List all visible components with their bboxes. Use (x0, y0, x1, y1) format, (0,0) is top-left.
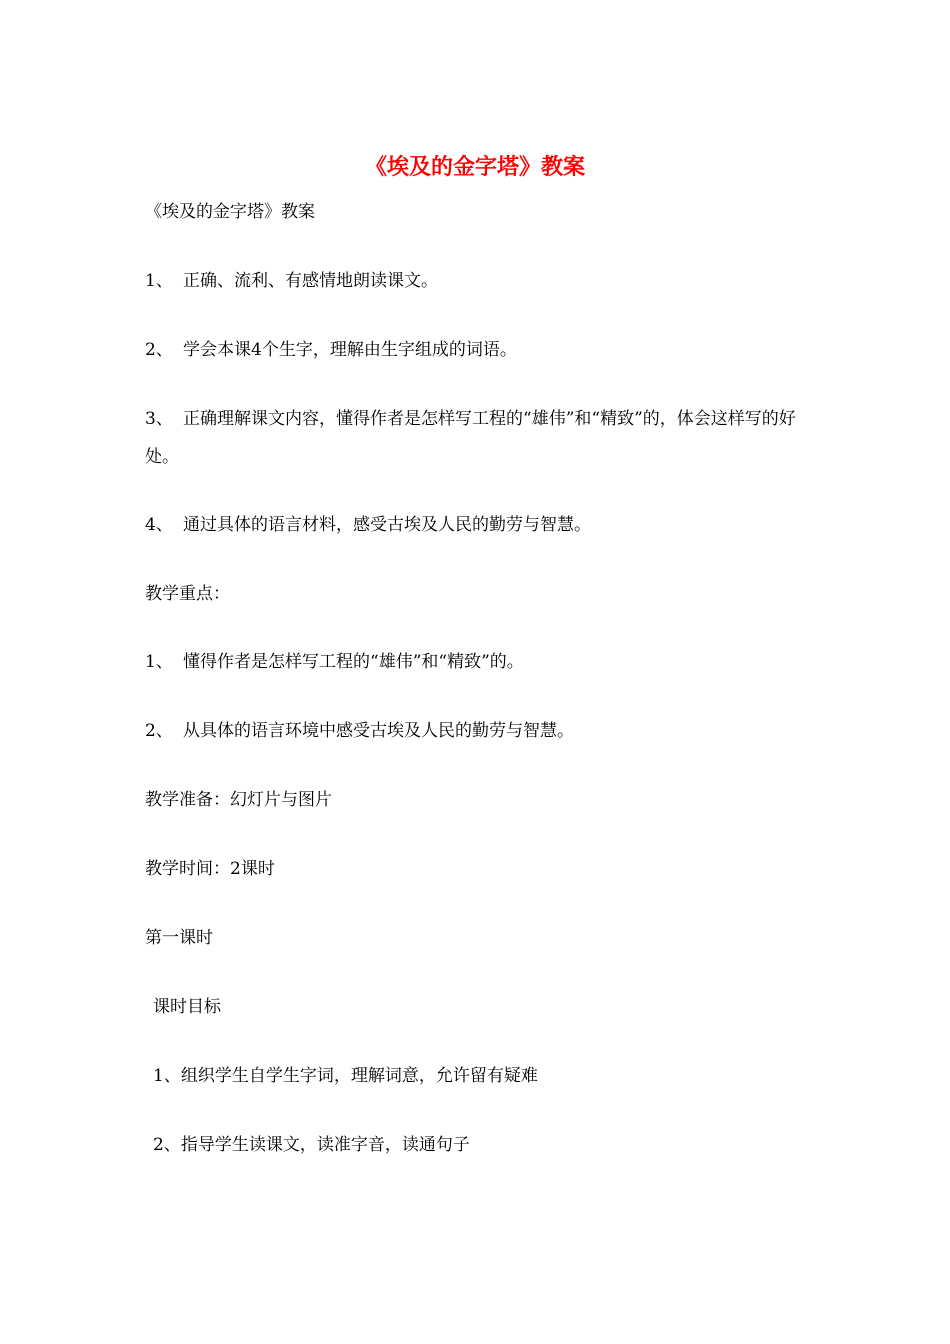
lesson-heading: 第一课时 (145, 928, 213, 948)
objective-item (145, 513, 805, 537)
preparation-line: 教学准备：幻灯片与图片 (145, 790, 332, 810)
time-line: 教学时间：2课时 (145, 859, 275, 879)
lesson-goal-item: 1、组织学生自学生字词，理解词意，允许留有疑难 (153, 1066, 538, 1086)
objective-item (145, 400, 805, 476)
objective-item (145, 338, 805, 362)
objective-number: 1、 (145, 271, 173, 291)
lesson-goals-heading: 课时目标 (153, 997, 221, 1017)
key-point-item (145, 719, 805, 743)
objective-number: 4、 (145, 515, 173, 535)
objective-number: 2、 (145, 340, 173, 360)
objective-text: 学会本课4个生字，理解由生字组成的词语。 (183, 340, 517, 360)
objective-number: 3、 (145, 409, 173, 429)
lesson-goal-item: 2、指导学生读课文，读准字音，读通句子 (153, 1135, 470, 1155)
objective-text: 正确理解课文内容，懂得作者是怎样写工程的“雄伟”和“精致”的，体会这样写的好处。 (145, 409, 796, 467)
objective-text: 正确、流利、有感情地朗读课文。 (183, 271, 438, 291)
key-points-heading: 教学重点： (145, 584, 230, 604)
objective-item (145, 269, 805, 293)
key-point-number: 2、 (145, 721, 173, 741)
document-title: 《埃及的金字塔》教案 (364, 154, 585, 180)
key-point-text: 从具体的语言环境中感受古埃及人民的勤劳与智慧。 (183, 721, 574, 741)
key-point-item (145, 650, 805, 674)
objective-text: 通过具体的语言材料，感受古埃及人民的勤劳与智慧。 (183, 515, 591, 535)
key-point-number: 1、 (145, 652, 173, 672)
key-point-text: 懂得作者是怎样写工程的“雄伟”和“精致”的。 (183, 652, 524, 672)
document-subtitle: 《埃及的金字塔》教案 (145, 202, 315, 222)
